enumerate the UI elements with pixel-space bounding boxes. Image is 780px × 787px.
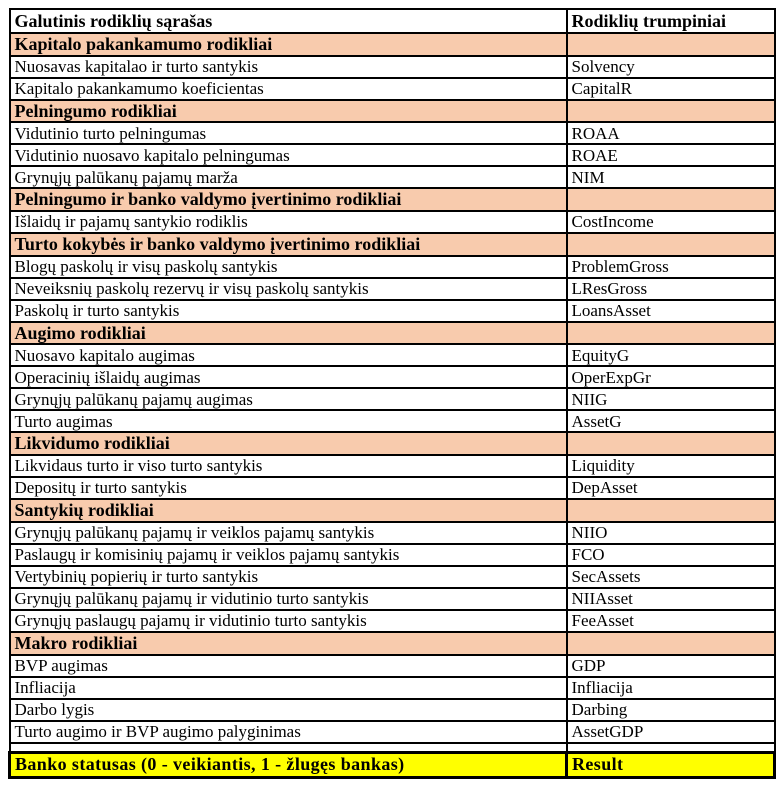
indicator-abbreviation: NIIO [567,522,775,544]
indicator-name: Turto augimas [10,410,567,432]
section-title: Kapitalo pakankamumo rodikliai [10,33,567,56]
section-row [10,632,775,655]
indicator-abbreviation: CapitalR [567,78,775,100]
table-row [10,410,775,432]
indicator-abbreviation: GDP [567,655,775,677]
section-row [10,233,775,256]
section-row [10,499,775,522]
indicator-abbreviation: DepAsset [567,477,775,499]
indicator-abbreviation: ROAE [567,144,775,166]
indicator-table-head [10,9,775,33]
indicator-name: Išlaidų ir pajamų santykio rodiklis [10,211,567,233]
indicator-name: Grynųjų palūkanų pajamų marža [10,166,567,188]
indicator-name: Nuosavo kapitalo augimas [10,344,567,366]
section-title: Augimo rodikliai [10,322,567,345]
indicator-name: Depositų ir turto santykis [10,477,567,499]
table-row [10,344,775,366]
indicator-name: Darbo lygis [10,699,567,721]
indicator-name: Grynųjų palūkanų pajamų ir veiklos pajamų santykis [10,522,567,544]
indicator-abbreviation: Solvency [567,56,775,78]
table-row [10,610,775,632]
indicator-abbreviation: ProblemGross [567,256,775,278]
indicator-name: Likvidaus turto ir viso turto santykis [10,455,567,477]
indicator-abbreviation: CostIncome [567,211,775,233]
indicator-abbreviation [567,33,775,56]
table-row [10,522,775,544]
table-row [10,56,775,78]
table-row [10,566,775,588]
table-row [10,677,775,699]
indicator-abbreviation: Darbing [567,699,775,721]
indicator-abbreviation [567,188,775,211]
indicator-abbreviation: ROAA [567,122,775,144]
indicator-name: Blogų paskolų ir visų paskolų santykis [10,256,567,278]
header-row [10,9,775,33]
indicator-name: Infliacija [10,677,567,699]
table-row [10,256,775,278]
indicator-name: Neveiksnių paskolų rezervų ir visų paskolų santykis [10,278,567,300]
indicator-abbreviation: AssetGDP [567,721,775,743]
table-row [10,699,775,721]
section-title: Likvidumo rodikliai [10,432,567,455]
table-row [10,477,775,499]
section-title: Turto kokybės ir banko valdymo įvertinimo rodikliai [10,233,567,256]
indicator-abbreviation: OperExpGr [567,366,775,388]
indicator-name: Paskolų ir turto santykis [10,300,567,322]
column-header-abbreviations: Rodiklių trumpiniai [567,9,775,33]
table-row [10,122,775,144]
indicator-abbreviation [567,499,775,522]
indicator-abbreviation: FeeAsset [567,610,775,632]
indicator-name: Nuosavas kapitalao ir turto santykis [10,56,567,78]
indicator-name: Kapitalo pakankamumo koeficientas [10,78,567,100]
table-row [10,588,775,610]
indicator-name: Vertybinių popierių ir turto santykis [10,566,567,588]
table-row [10,300,775,322]
table-row [10,144,775,166]
indicator-name: Operacinių išlaidų augimas [10,366,567,388]
table-row [10,721,775,743]
section-row [10,33,775,56]
table-row [10,166,775,188]
indicator-name: BVP augimas [10,655,567,677]
indicator-abbreviation [567,100,775,123]
section-row [10,322,775,345]
column-header-indicator-list: Galutinis rodiklių sąrašas [10,9,567,33]
indicator-abbreviation: NIIG [567,388,775,410]
section-title: Makro rodikliai [10,632,567,655]
indicator-name: Grynųjų palūkanų pajamų augimas [10,388,567,410]
indicator-abbreviation: Infliacija [567,677,775,699]
indicator-abbreviation: LResGross [567,278,775,300]
indicator-abbreviation: NIM [567,166,775,188]
spacer-row [10,743,775,753]
section-row [10,432,775,455]
indicator-table-body [10,33,775,743]
indicator-name: Vidutinio nuosavo kapitalo pelningumas [10,144,567,166]
section-title: Santykių rodikliai [10,499,567,522]
indicator-abbreviation: SecAssets [567,566,775,588]
table-row [10,366,775,388]
indicator-abbreviation [567,322,775,345]
table-row [10,655,775,677]
bank-status-label: Banko statusas (0 - veikiantis, 1 - žlugęs bankas) [10,752,567,777]
table-row [10,388,775,410]
bank-status-abbr: Result [567,752,775,777]
indicator-abbreviation [567,632,775,655]
table-row [10,211,775,233]
bank-status-row [10,752,775,777]
spacer-cell [10,743,567,753]
table-row [10,78,775,100]
section-title: Pelningumo rodikliai [10,100,567,123]
indicator-abbreviation: FCO [567,544,775,566]
spacer-cell [567,743,775,753]
indicator-name: Grynųjų palūkanų pajamų ir vidutinio turto santykis [10,588,567,610]
indicator-abbreviation: AssetG [567,410,775,432]
indicator-name: Vidutinio turto pelningumas [10,122,567,144]
indicator-abbreviation: LoansAsset [567,300,775,322]
table-row [10,455,775,477]
indicator-abbreviation: EquityG [567,344,775,366]
indicator-name: Turto augimo ir BVP augimo palyginimas [10,721,567,743]
table-row [10,544,775,566]
indicator-name: Grynųjų paslaugų pajamų ir vidutinio turto santykis [10,610,567,632]
indicator-abbreviation: Liquidity [567,455,775,477]
indicator-table [8,8,776,779]
indicator-abbreviation [567,233,775,256]
table-row [10,278,775,300]
indicator-abbreviation [567,432,775,455]
section-title: Pelningumo ir banko valdymo įvertinimo rodikliai [10,188,567,211]
indicator-name: Paslaugų ir komisinių pajamų ir veiklos pajamų santykis [10,544,567,566]
indicator-table-footer [10,743,775,778]
section-row [10,188,775,211]
section-row [10,100,775,123]
indicator-abbreviation: NIIAsset [567,588,775,610]
